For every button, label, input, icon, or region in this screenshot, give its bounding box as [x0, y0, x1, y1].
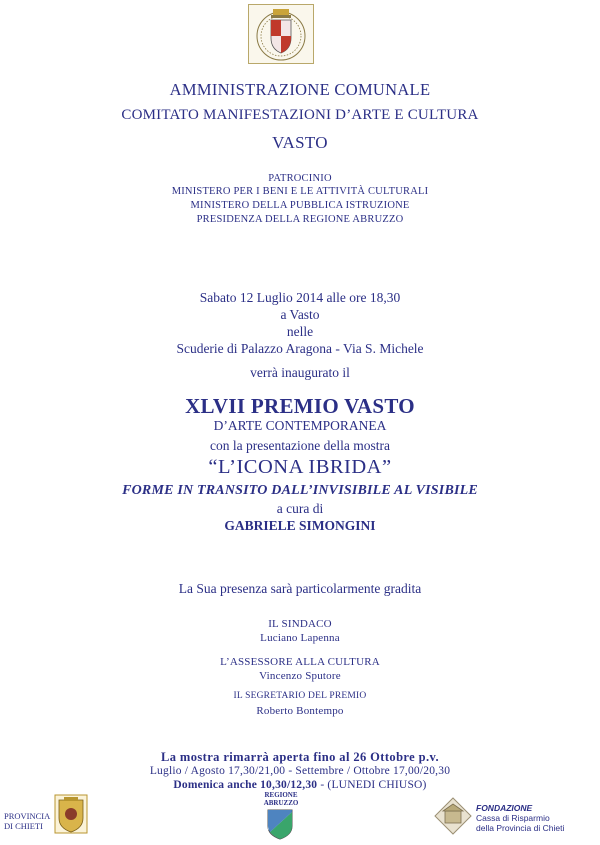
patronage-label: PATROCINIO: [268, 173, 332, 184]
provincia-line-1: PROVINCIA: [4, 811, 51, 821]
signature-role-secretary: IL SEGRETARIO DEL PREMIO: [233, 691, 367, 701]
event-place: a Vasto: [280, 307, 320, 322]
opening-hours: Luglio / Agosto 17,30/21,00 - Settembre / Ottobre 17,00/20,30: [149, 765, 451, 777]
curated-by: a cura di: [276, 501, 324, 516]
administration-title: AMMINISTRAZIONE COMUNALE: [169, 80, 431, 99]
sunday-hours: [0, 779, 600, 791]
sunday-hours-bold: Domenica anche 10,30/12,30: [173, 779, 318, 791]
fondazione-logo-icon: [434, 797, 472, 835]
provincia-line-2: DI CHIETI: [4, 821, 43, 831]
committee-title: COMITATO MANIFESTAZIONI D’ARTE E CULTURA: [121, 107, 479, 123]
presentation-text: con la presentazione della mostra: [210, 438, 390, 453]
event-date: Sabato 12 Luglio 2014 alle ore 18,30: [199, 290, 401, 305]
signature-name-assessor: Vincenzo Sputore: [259, 670, 341, 682]
event-venue: Scuderie di Palazzo Aragona - Via S. Michele: [176, 341, 424, 356]
open-until: La mostra rimarrà aperta fino al 26 Ottobre p.v.: [161, 750, 439, 764]
curator-name: GABRIELE SIMONGINI: [224, 518, 376, 533]
patron-2: MINISTERO DELLA PUBBLICA ISTRUZIONE: [190, 200, 410, 211]
signature-name-secretary: Roberto Bontempo: [256, 705, 344, 717]
regione-abruzzo-icon: [266, 808, 294, 840]
regione-label: [261, 791, 301, 807]
prize-subtitle: D’ARTE CONTEMPORANEA: [213, 418, 387, 433]
inaugurated-text: verrà inaugurato il: [250, 365, 350, 380]
show-title: “L’ICONA IBRIDA”: [208, 456, 392, 478]
signature-role-mayor: IL SINDACO: [268, 618, 332, 630]
fondazione-title: FONDAZIONE: [476, 803, 533, 813]
fondazione-line-2: della Provincia di Chieti: [476, 823, 565, 833]
regione-line-2: ABRUZZO: [263, 799, 299, 807]
regione-line-1: REGIONE: [264, 791, 298, 799]
patron-3: PRESIDENZA DELLA REGIONE ABRUZZO: [196, 214, 404, 225]
sunday-hours-rest: - (LUNEDI CHIUSO): [317, 779, 427, 791]
event-place-prep: nelle: [286, 324, 314, 339]
show-subtitle: FORME IN TRANSITO DALL’INVISIBILE AL VISIBILE: [122, 483, 478, 498]
signature-name-mayor: Luciano Lapenna: [260, 632, 340, 644]
prize-title: XLVII PREMIO VASTO: [185, 394, 415, 418]
provincia-label: [4, 811, 50, 831]
patron-1: MINISTERO PER I BENI E LE ATTIVITÀ CULTURALI: [171, 186, 429, 197]
fondazione-line-1: Cassa di Risparmio: [476, 813, 550, 823]
city-title: VASTO: [272, 133, 328, 152]
invite-text: La Sua presenza sarà particolarmente gradita: [178, 581, 422, 596]
signature-role-assessor: L’ASSESSORE ALLA CULTURA: [220, 656, 380, 668]
fondazione-text: [476, 803, 564, 833]
provincia-crest-icon: [54, 794, 88, 834]
vasto-crest-icon: [248, 4, 314, 64]
